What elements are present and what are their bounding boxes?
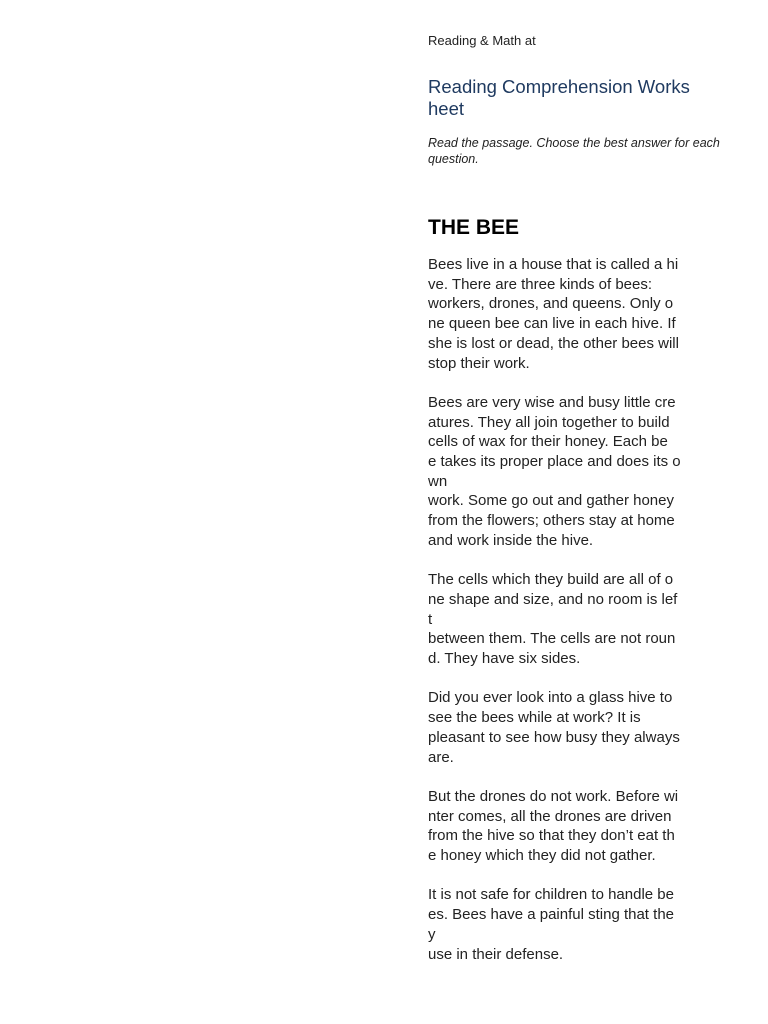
passage-paragraph-4: Did you ever look into a glass hive to see the bees while at work? It is pleasant to see how busy they always are.	[428, 689, 680, 766]
worksheet-title	[428, 76, 728, 120]
header-note: Reading & Math at	[428, 33, 536, 48]
worksheet-title-text: Reading Comprehension Works heet	[428, 76, 690, 119]
passage-paragraph-2: Bees are very wise and busy little cre atures. They all join together to build cells of wax for their honey. Each be e takes its proper place and does its o wn work. Some go out and gather honey from the flowers; others stay at home and work inside the hive.	[428, 393, 681, 549]
passage-paragraph-6: It is not safe for children to handle be es. Bees have a painful sting that the y use in their defense.	[428, 886, 674, 963]
content-column	[428, 32, 728, 984]
passage-paragraph-5: But the drones do not work. Before wi nter comes, all the drones are driven from the hive so that they don’t eat th e honey which they did not gather.	[428, 787, 679, 865]
worksheet-instructions: Read the passage. Choose the best answer for each question.	[428, 136, 720, 166]
passage-paragraph-1: Bees live in a house that is called a hi ve. There are three kinds of bees: workers, drones, and queens. Only o ne queen bee can live in each hive. If she is lost or dead, the other bees will stop their work.	[428, 256, 679, 372]
passage-title: THE BEE	[428, 216, 520, 239]
passage-paragraph-3: The cells which they build are all of o ne shape and size, and no room is lef t between them. The cells are not roun d. They have six sides.	[428, 571, 678, 668]
